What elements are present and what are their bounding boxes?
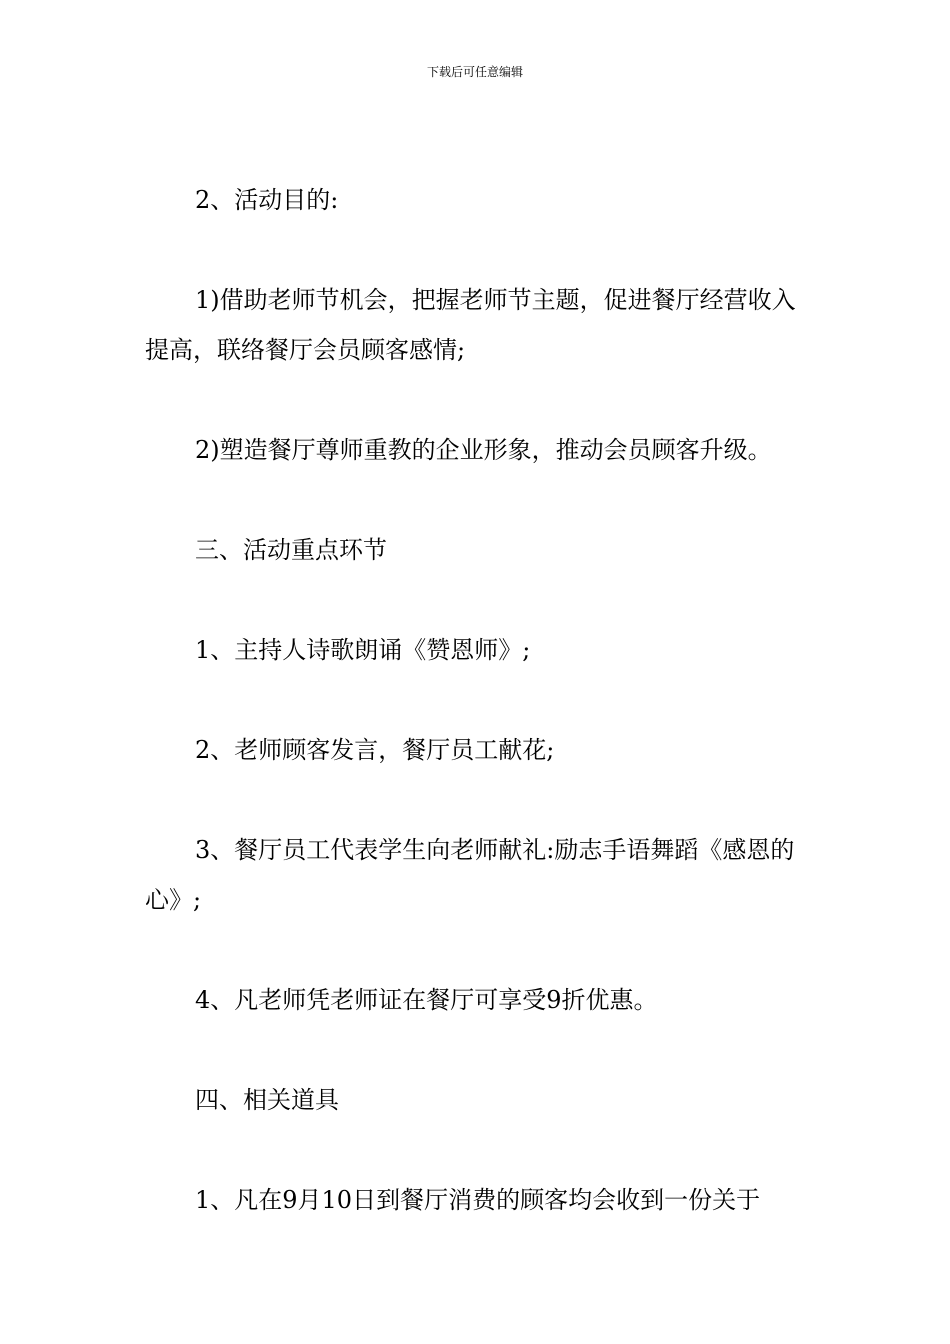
paragraph-item-2: 2、老师顾客发言，餐厅员工献花; <box>195 736 555 764</box>
paragraph-purpose-2: 2)塑造餐厅尊师重教的企业形象，推动会员顾客升级。 <box>195 436 772 464</box>
paragraph-section-three-heading: 三、活动重点环节 <box>195 536 387 564</box>
paragraph-item-4: 4、凡老师凭老师证在餐厅可享受9折优惠。 <box>195 986 658 1014</box>
paragraph-item-1: 1、主持人诗歌朗诵《赞恩师》; <box>195 636 531 664</box>
paragraph-purpose-1: 1)借助老师节机会，把握老师节主题，促进餐厅经营收入提高，联络餐厅会员顾客感情; <box>145 286 796 364</box>
page-header: 下载后可任意编辑 <box>426 65 523 79</box>
paragraph-section-four-heading: 四、相关道具 <box>195 1086 339 1114</box>
paragraph-props-item-1: 1、凡在9月10日到餐厅消费的顾客均会收到一份关于 <box>195 1186 761 1214</box>
paragraph-purpose-heading: 2、活动目的: <box>195 186 339 214</box>
paragraph-item-3: 3、餐厅员工代表学生向老师献礼:励志手语舞蹈《感恩的心》; <box>145 836 795 914</box>
